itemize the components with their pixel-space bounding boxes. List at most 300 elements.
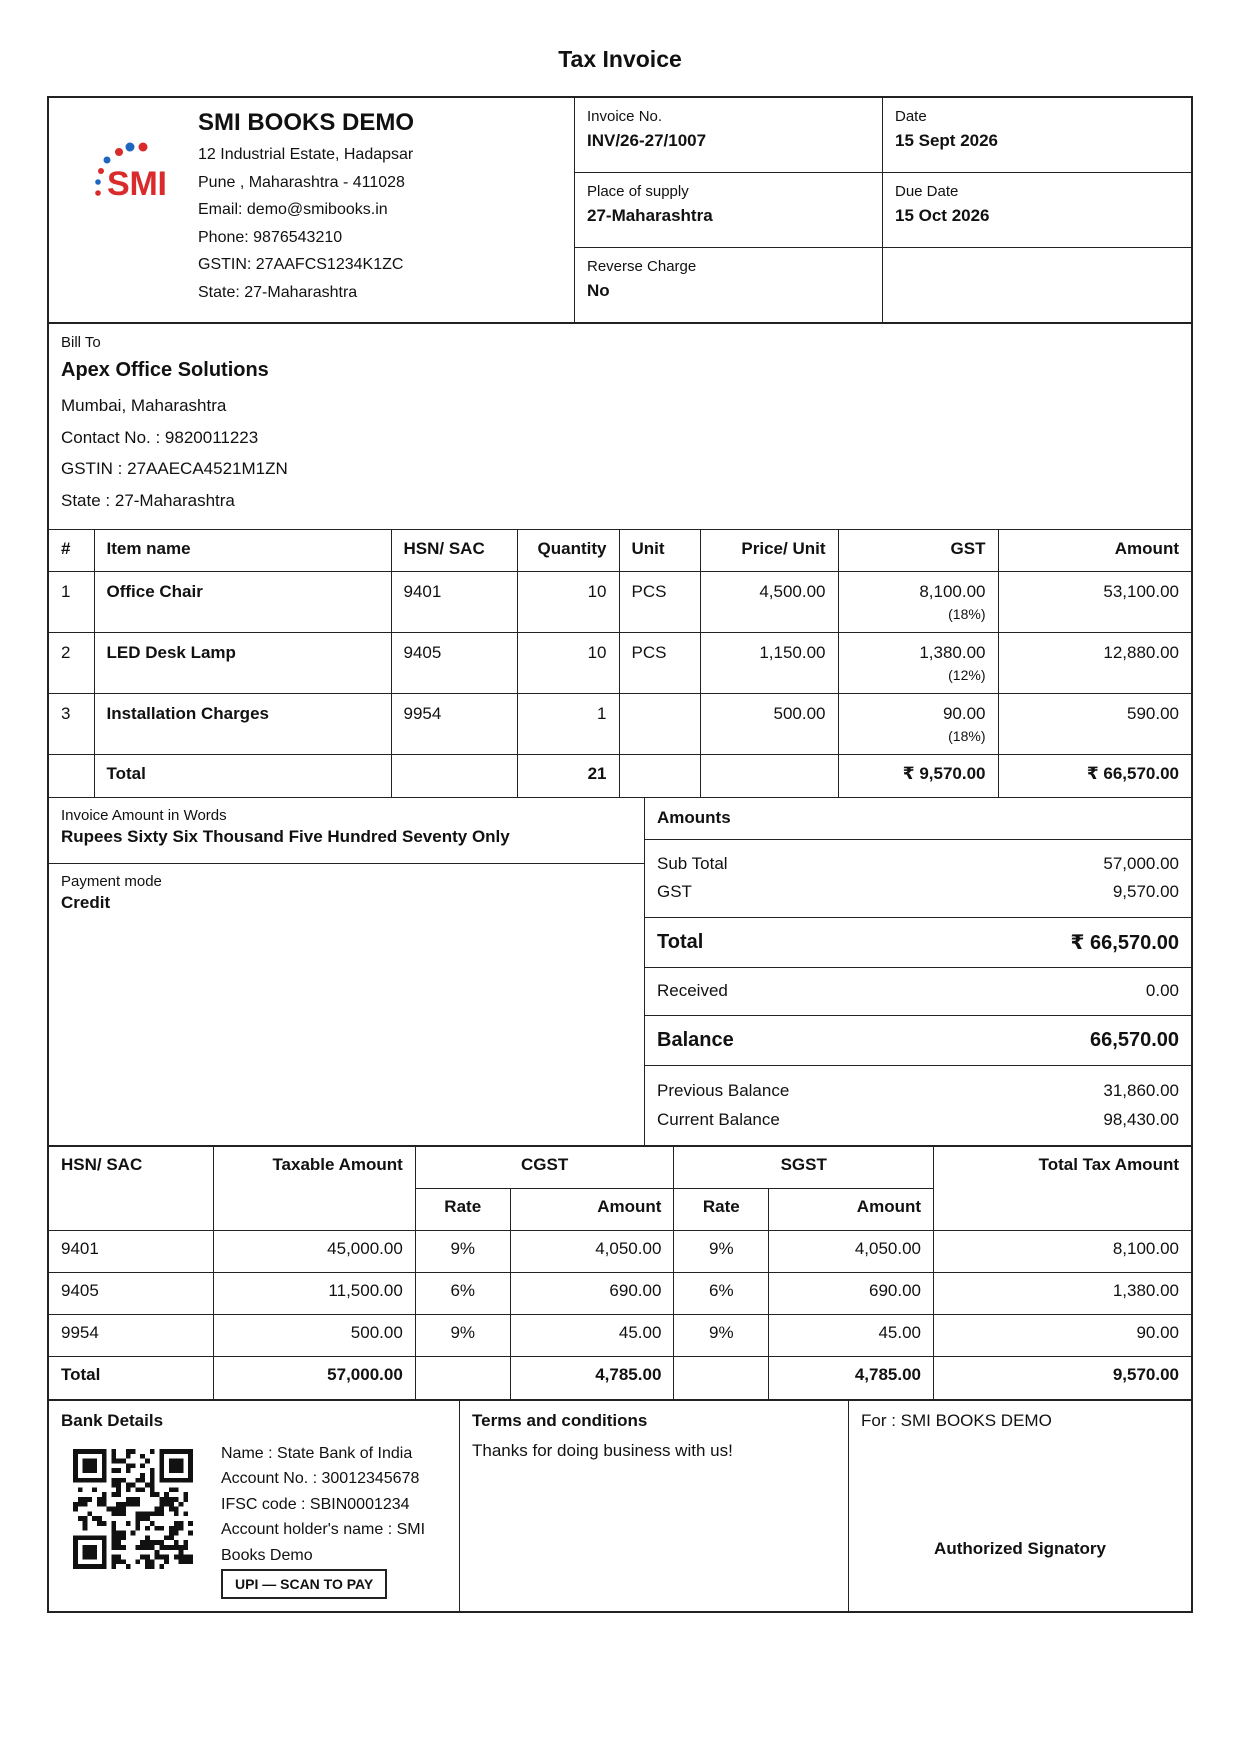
qr-module	[116, 1511, 121, 1516]
qr-module	[183, 1449, 188, 1454]
item-name: LED Desk Lamp	[94, 633, 391, 694]
qr-module	[183, 1511, 188, 1516]
qr-module	[150, 1449, 155, 1454]
qr-module	[111, 1530, 116, 1535]
qr-module	[155, 1554, 160, 1559]
col-header-gst: GST	[838, 530, 998, 572]
subtotal-line	[657, 850, 1179, 878]
qr-module	[78, 1501, 83, 1506]
qr-module	[121, 1559, 126, 1564]
qr-module	[188, 1458, 193, 1463]
qr-module	[116, 1482, 121, 1487]
qr-module	[87, 1554, 92, 1559]
qr-module	[87, 1468, 92, 1473]
qr-module	[183, 1559, 188, 1564]
qr-module	[183, 1540, 188, 1545]
qr-module	[92, 1458, 97, 1463]
invoice-meta	[575, 98, 1191, 322]
item-price: 1,150.00	[700, 633, 838, 694]
item-no: 2	[49, 633, 94, 694]
qr-module	[73, 1535, 78, 1540]
qr-module	[78, 1497, 83, 1502]
reverse-charge-label: Reverse Charge	[587, 258, 697, 275]
due-date: 15 Oct 2026	[895, 206, 990, 225]
item-gst	[838, 572, 998, 633]
qr-module	[169, 1487, 174, 1492]
item-name: Office Chair	[94, 572, 391, 633]
items-total-label: Total	[94, 755, 391, 797]
tax-col-cgst: CGST	[415, 1147, 674, 1189]
tax-sgst-amount: 690.00	[769, 1273, 934, 1315]
qr-module	[73, 1458, 78, 1463]
qr-module	[116, 1559, 121, 1564]
qr-module	[73, 1564, 78, 1569]
qr-module	[164, 1535, 169, 1540]
qr-module	[159, 1477, 164, 1482]
item-amount: 590.00	[998, 694, 1191, 755]
qr-module	[150, 1511, 155, 1516]
tax-summary	[49, 1145, 1191, 1399]
item-gst-amount: 8,100.00	[919, 582, 986, 601]
qr-module	[83, 1501, 88, 1506]
qr-module	[92, 1516, 97, 1521]
item-no: 1	[49, 572, 94, 633]
company-email: Email: demo@smibooks.in	[198, 201, 388, 218]
qr-module	[174, 1463, 179, 1468]
cgst-amount-header: Amount	[510, 1189, 674, 1231]
qr-module	[150, 1477, 155, 1482]
item-hsn: 9954	[391, 694, 517, 755]
qr-module	[111, 1554, 116, 1559]
item-gst-amount: 90.00	[942, 704, 986, 723]
qr-module	[135, 1521, 140, 1526]
qr-module	[179, 1521, 184, 1526]
tax-cgst-rate: 9%	[415, 1231, 510, 1273]
qr-module	[121, 1501, 126, 1506]
qr-module	[126, 1453, 131, 1458]
customer-state: State : 27-Maharashtra	[61, 490, 235, 510]
tax-hsn: 9954	[49, 1315, 214, 1357]
qr-module	[92, 1487, 97, 1492]
footer-section	[49, 1399, 1191, 1611]
tax-total: 1,380.00	[934, 1273, 1191, 1315]
qr-module	[97, 1564, 102, 1569]
tax-col-taxable: Taxable Amount	[214, 1147, 416, 1231]
qr-module	[111, 1482, 116, 1487]
tax-cgst-amount: 4,050.00	[510, 1231, 674, 1273]
qr-module	[102, 1535, 107, 1540]
qr-module	[179, 1463, 184, 1468]
qr-module	[140, 1477, 145, 1482]
qr-module	[140, 1487, 145, 1492]
qr-module	[145, 1540, 150, 1545]
qr-module	[111, 1449, 116, 1454]
qr-module	[116, 1458, 121, 1463]
qr-module	[92, 1463, 97, 1468]
qr-module	[145, 1564, 150, 1569]
terms-title: Terms and conditions	[472, 1410, 648, 1430]
col-header-quantity: Quantity	[517, 530, 619, 572]
logo-text: SMI	[107, 165, 167, 203]
qr-module	[145, 1545, 150, 1550]
qr-module	[131, 1449, 136, 1454]
terms-section	[460, 1401, 849, 1611]
qr-module	[131, 1482, 136, 1487]
qr-module	[116, 1487, 121, 1492]
qr-module	[78, 1535, 83, 1540]
due-date-cell	[883, 173, 1191, 247]
tax-sgst-rate: 9%	[674, 1315, 769, 1357]
qr-module	[102, 1458, 107, 1463]
qr-module	[159, 1453, 164, 1458]
qr-module	[145, 1554, 150, 1559]
qr-module	[102, 1449, 107, 1454]
qr-module	[131, 1501, 136, 1506]
item-price: 4,500.00	[700, 572, 838, 633]
tax-cgst-amount: 45.00	[510, 1315, 674, 1357]
qr-module	[131, 1530, 136, 1535]
logo-dot	[126, 143, 135, 152]
previous-balance-value: 31,860.00	[1103, 1081, 1179, 1100]
qr-module	[102, 1463, 107, 1468]
qr-module	[78, 1449, 83, 1454]
tax-total-amount: 9,570.00	[934, 1357, 1191, 1399]
qr-module	[111, 1535, 116, 1540]
qr-module	[73, 1453, 78, 1458]
qr-module	[87, 1549, 92, 1554]
qr-module	[164, 1497, 169, 1502]
qr-module	[102, 1521, 107, 1526]
qr-module	[169, 1463, 174, 1468]
qr-module	[188, 1473, 193, 1478]
qr-module	[164, 1559, 169, 1564]
grand-total-value: ₹ 66,570.00	[1070, 931, 1179, 954]
qr-module	[179, 1468, 184, 1473]
qr-module	[121, 1535, 126, 1540]
authorized-signatory: Authorized Signatory	[934, 1538, 1106, 1558]
item-quantity: 1	[517, 694, 619, 755]
tax-total: 90.00	[934, 1315, 1191, 1357]
grand-total-label: Total	[657, 930, 704, 953]
qr-module	[174, 1487, 179, 1492]
tax-cgst-rate: 6%	[415, 1273, 510, 1315]
qr-module	[140, 1453, 145, 1458]
qr-module	[87, 1535, 92, 1540]
customer-address: Mumbai, Maharashtra	[61, 396, 227, 415]
qr-module	[78, 1564, 83, 1569]
qr-module	[116, 1535, 121, 1540]
qr-module	[140, 1516, 145, 1521]
col-header-item-name: Item name	[94, 530, 391, 572]
tax-hsn: 9405	[49, 1273, 214, 1315]
bank-details-title: Bank Details	[61, 1410, 164, 1430]
qr-module	[174, 1554, 179, 1559]
item-unit	[619, 694, 700, 755]
qr-module	[159, 1564, 164, 1569]
qr-module	[188, 1468, 193, 1473]
qr-module	[169, 1501, 174, 1506]
bank-details	[49, 1401, 460, 1611]
bill-to-section	[49, 322, 1191, 529]
qr-module	[164, 1449, 169, 1454]
qr-module	[83, 1463, 88, 1468]
qr-module	[87, 1564, 92, 1569]
qr-module	[111, 1458, 116, 1463]
qr-module	[73, 1473, 78, 1478]
items-total-row	[49, 755, 1191, 797]
qr-module	[121, 1545, 126, 1550]
item-gst-rate: (18%)	[948, 606, 986, 622]
qr-module	[126, 1564, 131, 1569]
qr-module	[155, 1492, 160, 1497]
qr-module	[131, 1497, 136, 1502]
company-state: State: 27-Maharashtra	[198, 283, 358, 301]
qr-module	[183, 1477, 188, 1482]
qr-module	[179, 1501, 184, 1506]
qr-module	[183, 1497, 188, 1502]
qr-module	[83, 1525, 88, 1530]
qr-module	[121, 1458, 126, 1463]
qr-module	[83, 1516, 88, 1521]
qr-module	[174, 1506, 179, 1511]
item-amount: 53,100.00	[998, 572, 1191, 633]
signature-section	[849, 1401, 1191, 1611]
qr-module	[97, 1497, 102, 1502]
qr-module	[73, 1545, 78, 1550]
qr-module	[150, 1487, 155, 1492]
amount-in-words-label: Invoice Amount in Words	[61, 806, 227, 824]
qr-module	[169, 1535, 174, 1540]
qr-module	[150, 1521, 155, 1526]
qr-module	[159, 1473, 164, 1478]
tax-total-label: Total	[49, 1357, 214, 1399]
item-unit: PCS	[619, 633, 700, 694]
received-label: Received	[657, 981, 728, 1000]
qr-module	[174, 1468, 179, 1473]
qr-module	[150, 1559, 155, 1564]
item-gst-rate: (18%)	[948, 728, 986, 744]
qr-module	[145, 1525, 150, 1530]
qr-module	[169, 1530, 174, 1535]
item-gst-rate: (12%)	[948, 667, 986, 683]
col-header-amount: Amount	[998, 530, 1191, 572]
tax-sgst-amount: 4,050.00	[769, 1231, 934, 1273]
balance-line	[645, 1016, 1191, 1066]
balance-value: 66,570.00	[1090, 1028, 1179, 1051]
qr-module	[73, 1477, 78, 1482]
qr-module	[102, 1564, 107, 1569]
empty-cell	[700, 755, 838, 797]
qr-module	[111, 1559, 116, 1564]
qr-module	[164, 1501, 169, 1506]
place-of-supply: 27-Maharashtra	[587, 206, 713, 225]
qr-module	[131, 1463, 136, 1468]
col-header-hsn: HSN/ SAC	[391, 530, 517, 572]
qr-module	[102, 1492, 107, 1497]
qr-module	[159, 1458, 164, 1463]
qr-module	[169, 1506, 174, 1511]
qr-module	[102, 1473, 107, 1478]
qr-module	[145, 1482, 150, 1487]
qr-module	[83, 1545, 88, 1550]
qr-module	[174, 1458, 179, 1463]
qr-module	[73, 1559, 78, 1564]
qr-module	[135, 1477, 140, 1482]
qr-module	[169, 1449, 174, 1454]
invoice-number-cell	[575, 98, 883, 172]
bank-account-number: Account No. : 30012345678	[221, 1470, 420, 1487]
tax-total-cgst: 4,785.00	[510, 1357, 674, 1399]
tax-sgst-rate: 9%	[674, 1231, 769, 1273]
bill-to-label: Bill To	[61, 334, 101, 351]
logo-dot	[95, 179, 101, 185]
received-value: 0.00	[1145, 981, 1179, 1000]
qr-module	[116, 1501, 121, 1506]
qr-module	[97, 1477, 102, 1482]
qr-module	[174, 1511, 179, 1516]
qr-module	[140, 1511, 145, 1516]
qr-module	[155, 1506, 160, 1511]
qr-module	[116, 1554, 121, 1559]
tax-sgst-rate: 6%	[674, 1273, 769, 1315]
qr-module	[107, 1506, 112, 1511]
qr-module	[179, 1545, 184, 1550]
tax-taxable: 500.00	[214, 1315, 416, 1357]
col-header-price: Price/ Unit	[700, 530, 838, 572]
invoice-date-cell	[883, 98, 1191, 172]
qr-module	[150, 1473, 155, 1478]
tax-total-row	[49, 1357, 1191, 1399]
qr-module	[126, 1521, 131, 1526]
qr-module	[87, 1511, 92, 1516]
gst-line	[657, 878, 1179, 906]
qr-module	[73, 1554, 78, 1559]
qr-module	[83, 1477, 88, 1482]
table-row	[49, 1315, 1191, 1357]
tax-cgst-rate: 9%	[415, 1315, 510, 1357]
item-hsn: 9405	[391, 633, 517, 694]
meta-row-2	[575, 172, 1191, 247]
qr-module	[92, 1564, 97, 1569]
qr-module	[164, 1554, 169, 1559]
qr-module	[159, 1497, 164, 1502]
qr-module	[179, 1477, 184, 1482]
qr-module	[183, 1545, 188, 1550]
col-header-no: #	[49, 530, 94, 572]
qr-module	[78, 1516, 83, 1521]
received-line	[645, 968, 1191, 1016]
item-gst-amount: 1,380.00	[919, 643, 986, 662]
logo-dot	[139, 143, 148, 152]
subtotal-label: Sub Total	[657, 854, 728, 873]
qr-module	[102, 1497, 107, 1502]
qr-module	[179, 1525, 184, 1530]
qr-module	[169, 1545, 174, 1550]
qr-module	[83, 1554, 88, 1559]
qr-module	[169, 1497, 174, 1502]
grand-total-line	[645, 918, 1191, 968]
qr-module	[111, 1521, 116, 1526]
qr-module	[150, 1545, 155, 1550]
qr-module	[159, 1545, 164, 1550]
qr-module	[179, 1554, 184, 1559]
qr-module	[135, 1545, 140, 1550]
qr-module	[126, 1501, 131, 1506]
qr-module	[126, 1482, 131, 1487]
qr-module	[73, 1549, 78, 1554]
qr-module	[188, 1521, 193, 1526]
items-header-row	[49, 530, 1191, 572]
items-table	[49, 529, 1191, 797]
logo-dot	[98, 168, 104, 174]
payment-mode-label: Payment mode	[61, 872, 162, 890]
qr-module	[140, 1545, 145, 1550]
item-price: 500.00	[700, 694, 838, 755]
empty-cell	[391, 755, 517, 797]
qr-module	[150, 1564, 155, 1569]
table-row	[49, 572, 1191, 633]
empty-cell	[674, 1357, 769, 1399]
qr-module	[140, 1554, 145, 1559]
empty-cell	[619, 755, 700, 797]
qr-module	[73, 1463, 78, 1468]
qr-module	[116, 1506, 121, 1511]
qr-module	[102, 1453, 107, 1458]
qr-module	[188, 1554, 193, 1559]
qr-module	[140, 1473, 145, 1478]
signature-for: For : SMI BOOKS DEMO	[861, 1410, 1052, 1430]
qr-module	[174, 1521, 179, 1526]
qr-module	[102, 1501, 107, 1506]
table-row	[49, 1231, 1191, 1273]
qr-module	[164, 1492, 169, 1497]
qr-module	[159, 1540, 164, 1545]
current-balance-label: Current Balance	[657, 1110, 780, 1129]
reverse-charge: No	[587, 281, 610, 300]
qr-module	[92, 1468, 97, 1473]
reverse-charge-cell	[575, 248, 883, 322]
bank-name: Name : State Bank of India	[221, 1444, 413, 1462]
table-row	[49, 633, 1191, 694]
qr-module	[102, 1468, 107, 1473]
qr-module	[169, 1525, 174, 1530]
qr-module	[87, 1449, 92, 1454]
qr-module	[150, 1468, 155, 1473]
current-balance-value: 98,430.00	[1103, 1110, 1179, 1129]
qr-module	[135, 1487, 140, 1492]
qr-module	[92, 1545, 97, 1550]
tax-sgst-amount: 45.00	[769, 1315, 934, 1357]
amount-in-words	[49, 798, 644, 864]
empty-cell	[49, 755, 94, 797]
previous-balance-label: Previous Balance	[657, 1081, 790, 1100]
qr-module	[111, 1545, 116, 1550]
tax-header-row	[49, 1147, 1191, 1189]
bank-account-holder: Account holder's name : SMI Books Demo	[221, 1521, 426, 1564]
company-address-line-2: Pune , Maharashtra - 411028	[198, 173, 405, 191]
tax-col-hsn: HSN/ SAC	[49, 1147, 214, 1231]
qr-module	[97, 1501, 102, 1506]
qr-module	[111, 1506, 116, 1511]
item-quantity: 10	[517, 572, 619, 633]
tax-hsn: 9401	[49, 1231, 214, 1273]
customer-name: Apex Office Solutions	[61, 359, 269, 381]
item-gst	[838, 633, 998, 694]
qr-module	[92, 1549, 97, 1554]
qr-module	[97, 1516, 102, 1521]
qr-module	[97, 1535, 102, 1540]
qr-module	[73, 1468, 78, 1473]
